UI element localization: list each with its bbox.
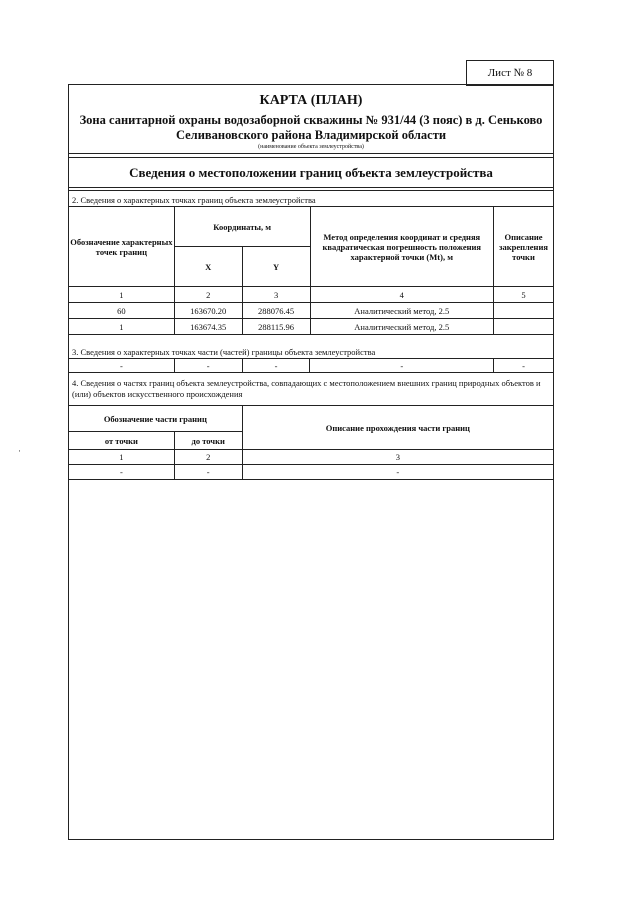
empty-cell: -: [494, 359, 554, 373]
section-heading: Сведения о местоположении границ объекта землеустройства: [129, 165, 493, 180]
column-number-row: [69, 450, 554, 465]
point-description: [494, 303, 554, 319]
document-frame: [68, 84, 554, 840]
divider: [69, 187, 553, 188]
part-designation-header: Обозначение части границ: [69, 406, 243, 432]
table-row: [69, 319, 554, 335]
divider: [69, 157, 553, 158]
point-method: Аналитический метод, 2.5: [310, 303, 494, 319]
empty-cell: -: [310, 359, 494, 373]
col-number: 1: [69, 287, 175, 303]
margin-speck: ·: [18, 446, 21, 456]
col-description-header: Описание закрепления точки: [494, 207, 554, 287]
part-points-table: [68, 358, 554, 373]
empty-cell: -: [174, 359, 242, 373]
table-row: [69, 359, 554, 373]
table-row: [69, 303, 554, 319]
col-number: 1: [69, 450, 175, 465]
col-number: 3: [242, 450, 553, 465]
section2-label: 2. Сведения о характерных точках границ объекта землеустройства: [72, 195, 316, 205]
points-table: [68, 206, 554, 335]
point-description: [494, 319, 554, 335]
empty-cell: -: [242, 359, 310, 373]
empty-cell: -: [69, 359, 175, 373]
col-designation-header: Обозначение характерных точек границ: [69, 207, 175, 287]
col-y-header: Y: [242, 247, 310, 287]
col-number: 4: [310, 287, 494, 303]
col-method-header: Метод определения координат и средняя квадратическая погрешность положения характерной точки (Mt), м: [310, 207, 494, 287]
col-x-header: X: [174, 247, 242, 287]
point-y: 288115.96: [242, 319, 310, 335]
divider: [69, 190, 553, 191]
point-id: 60: [69, 303, 175, 319]
object-name-caption: (наименование объекта землеустройства): [258, 144, 364, 150]
to-point-header: до точки: [174, 432, 242, 450]
column-number-row: [69, 287, 554, 303]
point-id: 1: [69, 319, 175, 335]
empty-cell: -: [242, 465, 553, 480]
col-number: 2: [174, 450, 242, 465]
boundary-parts-table: [68, 405, 554, 480]
section3-label: 3. Сведения о характерных точках части (частей) границы объекта землеустройства: [72, 347, 376, 357]
empty-cell: -: [174, 465, 242, 480]
part-description-header: Описание прохождения части границ: [242, 406, 553, 450]
col-number: 5: [494, 287, 554, 303]
sheet-number: Лист № 8: [466, 60, 554, 86]
point-x: 163674.35: [174, 319, 242, 335]
object-name: Зона санитарной охраны водозаборной скважины № 931/44 (3 пояс) в д. Сеньково Селивановского района Владимирской области: [79, 113, 543, 142]
point-y: 288076.45: [242, 303, 310, 319]
col-number: 2: [174, 287, 242, 303]
col-number: 3: [242, 287, 310, 303]
document-title: КАРТА (ПЛАН): [259, 93, 363, 108]
col-coordinates-header: Координаты, м: [174, 207, 310, 247]
section4-label: 4. Сведения о частях границ объекта землеустройства, совпадающих с местоположением внешних границ природных объектов и (или) объектов искусственного происхождения: [72, 378, 541, 399]
table-row: [69, 465, 554, 480]
empty-cell: -: [69, 465, 175, 480]
point-method: Аналитический метод, 2.5: [310, 319, 494, 335]
from-point-header: от точки: [69, 432, 175, 450]
point-x: 163670.20: [174, 303, 242, 319]
divider: [69, 153, 553, 154]
